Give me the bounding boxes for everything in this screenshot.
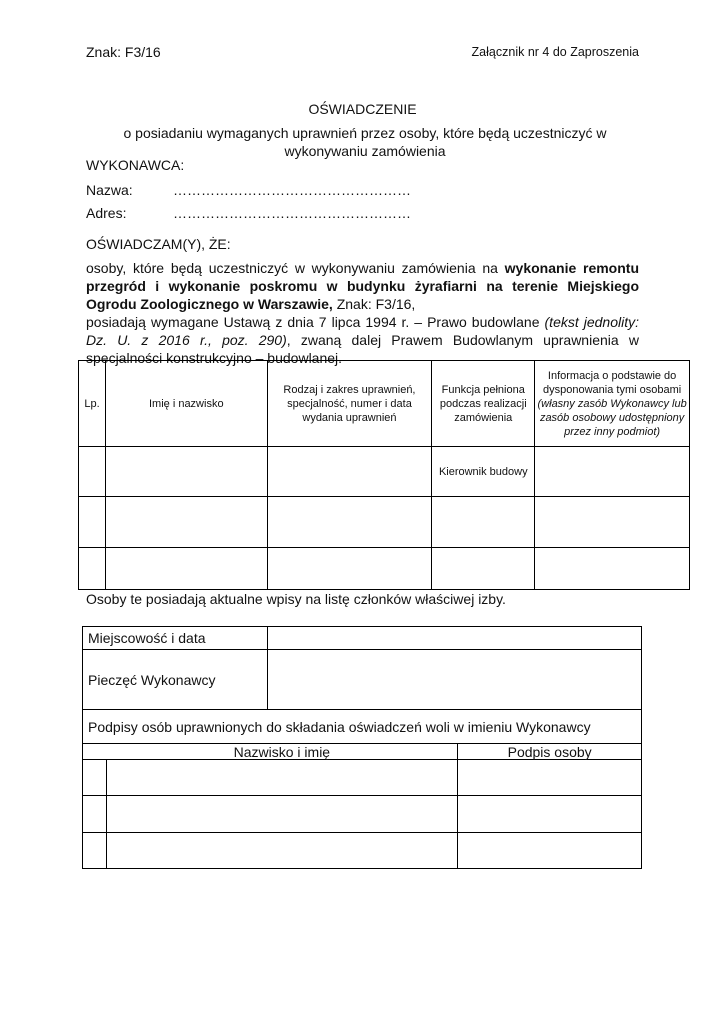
header-empty [83,744,107,760]
signatories-table [82,743,642,869]
stamp-row [83,650,642,710]
header-rights: Rodzaj i zakres uprawnień, specjalność, numer i data wydania uprawnień [267,361,432,447]
cell-surname-name[interactable] [106,760,457,796]
document-code: Znak: F3/16 [86,44,161,60]
membership-note: Osoby te posiadają aktualne wpisy na listę członków właściwej izby. [86,591,506,607]
header-surname-name: Nazwisko i imię [106,744,457,760]
cell-lp[interactable] [79,548,106,590]
persons-table [78,360,690,590]
declaration-paragraph-2 [86,313,639,367]
cell-function[interactable] [432,497,535,548]
header-info [535,361,690,447]
contract-subject: wykonanie remontu przegród i wykonanie poskromu w budynku żyrafiarni na terenie Miejskiego Ogrodu Zoologicznego w Warszawie, [86,260,639,312]
declaration-text [86,259,639,367]
stamp-field[interactable] [267,650,641,710]
header-signature: Podpis osoby [458,744,642,760]
cell-index[interactable] [83,760,107,796]
signature-table [82,626,642,744]
address-label: Adres: [86,205,127,221]
header-lp: Lp. [79,361,106,447]
cell-function[interactable] [432,548,535,590]
declaration-p2-end: , zwaną dalej Prawem Budowlanym uprawnienia w specjalności konstrukcyjno – budowlanej. [86,332,639,366]
contractor-heading: WYKONAWCA: [86,157,185,173]
declaration-p2-start: posiadają wymagane Ustawą z dnia 7 lipca 1994 r. – Prawo budowlane [86,314,545,330]
place-date-label: Miejscowość i data [83,627,268,650]
place-date-row [83,627,642,650]
table-row [79,548,690,590]
signatures-heading: Podpisy osób uprawnionych do składania oświadczeń woli w imieniu Wykonawcy [83,710,642,744]
cell-index[interactable] [83,796,107,833]
name-field[interactable]: …………………………………………… [173,182,411,198]
declaration-paragraph-1 [86,259,639,313]
cell-name[interactable] [105,548,267,590]
header-info-main: Informacja o podstawie do dysponowania tymi osobami [543,369,682,396]
table-row [83,796,642,833]
declaration-p1-end: Znak: F3/16, [332,296,416,312]
place-date-field[interactable] [267,627,641,650]
page-subtitle: o posiadaniu wymaganych uprawnień przez osoby, które będą uczestniczyć w wykonywaniu zamówienia [123,125,607,159]
address-field[interactable]: …………………………………………… [173,205,411,221]
cell-signature[interactable] [458,833,642,869]
header-name: Imię i nazwisko [105,361,267,447]
attachment-label: Załącznik nr 4 do Zaproszenia [471,45,639,59]
cell-rights[interactable] [267,497,432,548]
header-function: Funkcja pełniona podczas realizacji zamówienia [432,361,535,447]
cell-signature[interactable] [458,760,642,796]
cell-name[interactable] [105,447,267,497]
page-title: OŚWIADCZENIE [308,101,417,117]
table-row [83,760,642,796]
signatories-header [83,744,642,760]
cell-lp[interactable] [79,447,106,497]
declaration-p1-start: osoby, które będą uczestniczyć w wykonywaniu zamówienia na [86,260,505,276]
name-label: Nazwa: [86,182,133,198]
table-row [79,497,690,548]
cell-surname-name[interactable] [106,796,457,833]
signatures-heading-row [83,710,642,744]
cell-rights[interactable] [267,548,432,590]
declaration-heading: OŚWIADCZAM(Y), ŻE: [86,236,231,252]
cell-lp[interactable] [79,497,106,548]
cell-index[interactable] [83,833,107,869]
table-row [83,833,642,869]
cell-signature[interactable] [458,796,642,833]
persons-table-header [79,361,690,447]
cell-info[interactable] [535,447,690,497]
cell-surname-name[interactable] [106,833,457,869]
cell-rights[interactable] [267,447,432,497]
law-reference: (tekst jednolity: Dz. U. z 2016 r., poz. 290) [86,314,639,348]
cell-info[interactable] [535,548,690,590]
cell-function[interactable]: Kierownik budowy [432,447,535,497]
header-info-note: (własny zasób Wykonawcy lub zasób osobowy udostępniony przez inny podmiot) [537,397,687,438]
table-row [79,447,690,497]
cell-info[interactable] [535,497,690,548]
stamp-label: Pieczęć Wykonawcy [83,650,268,710]
cell-name[interactable] [105,497,267,548]
